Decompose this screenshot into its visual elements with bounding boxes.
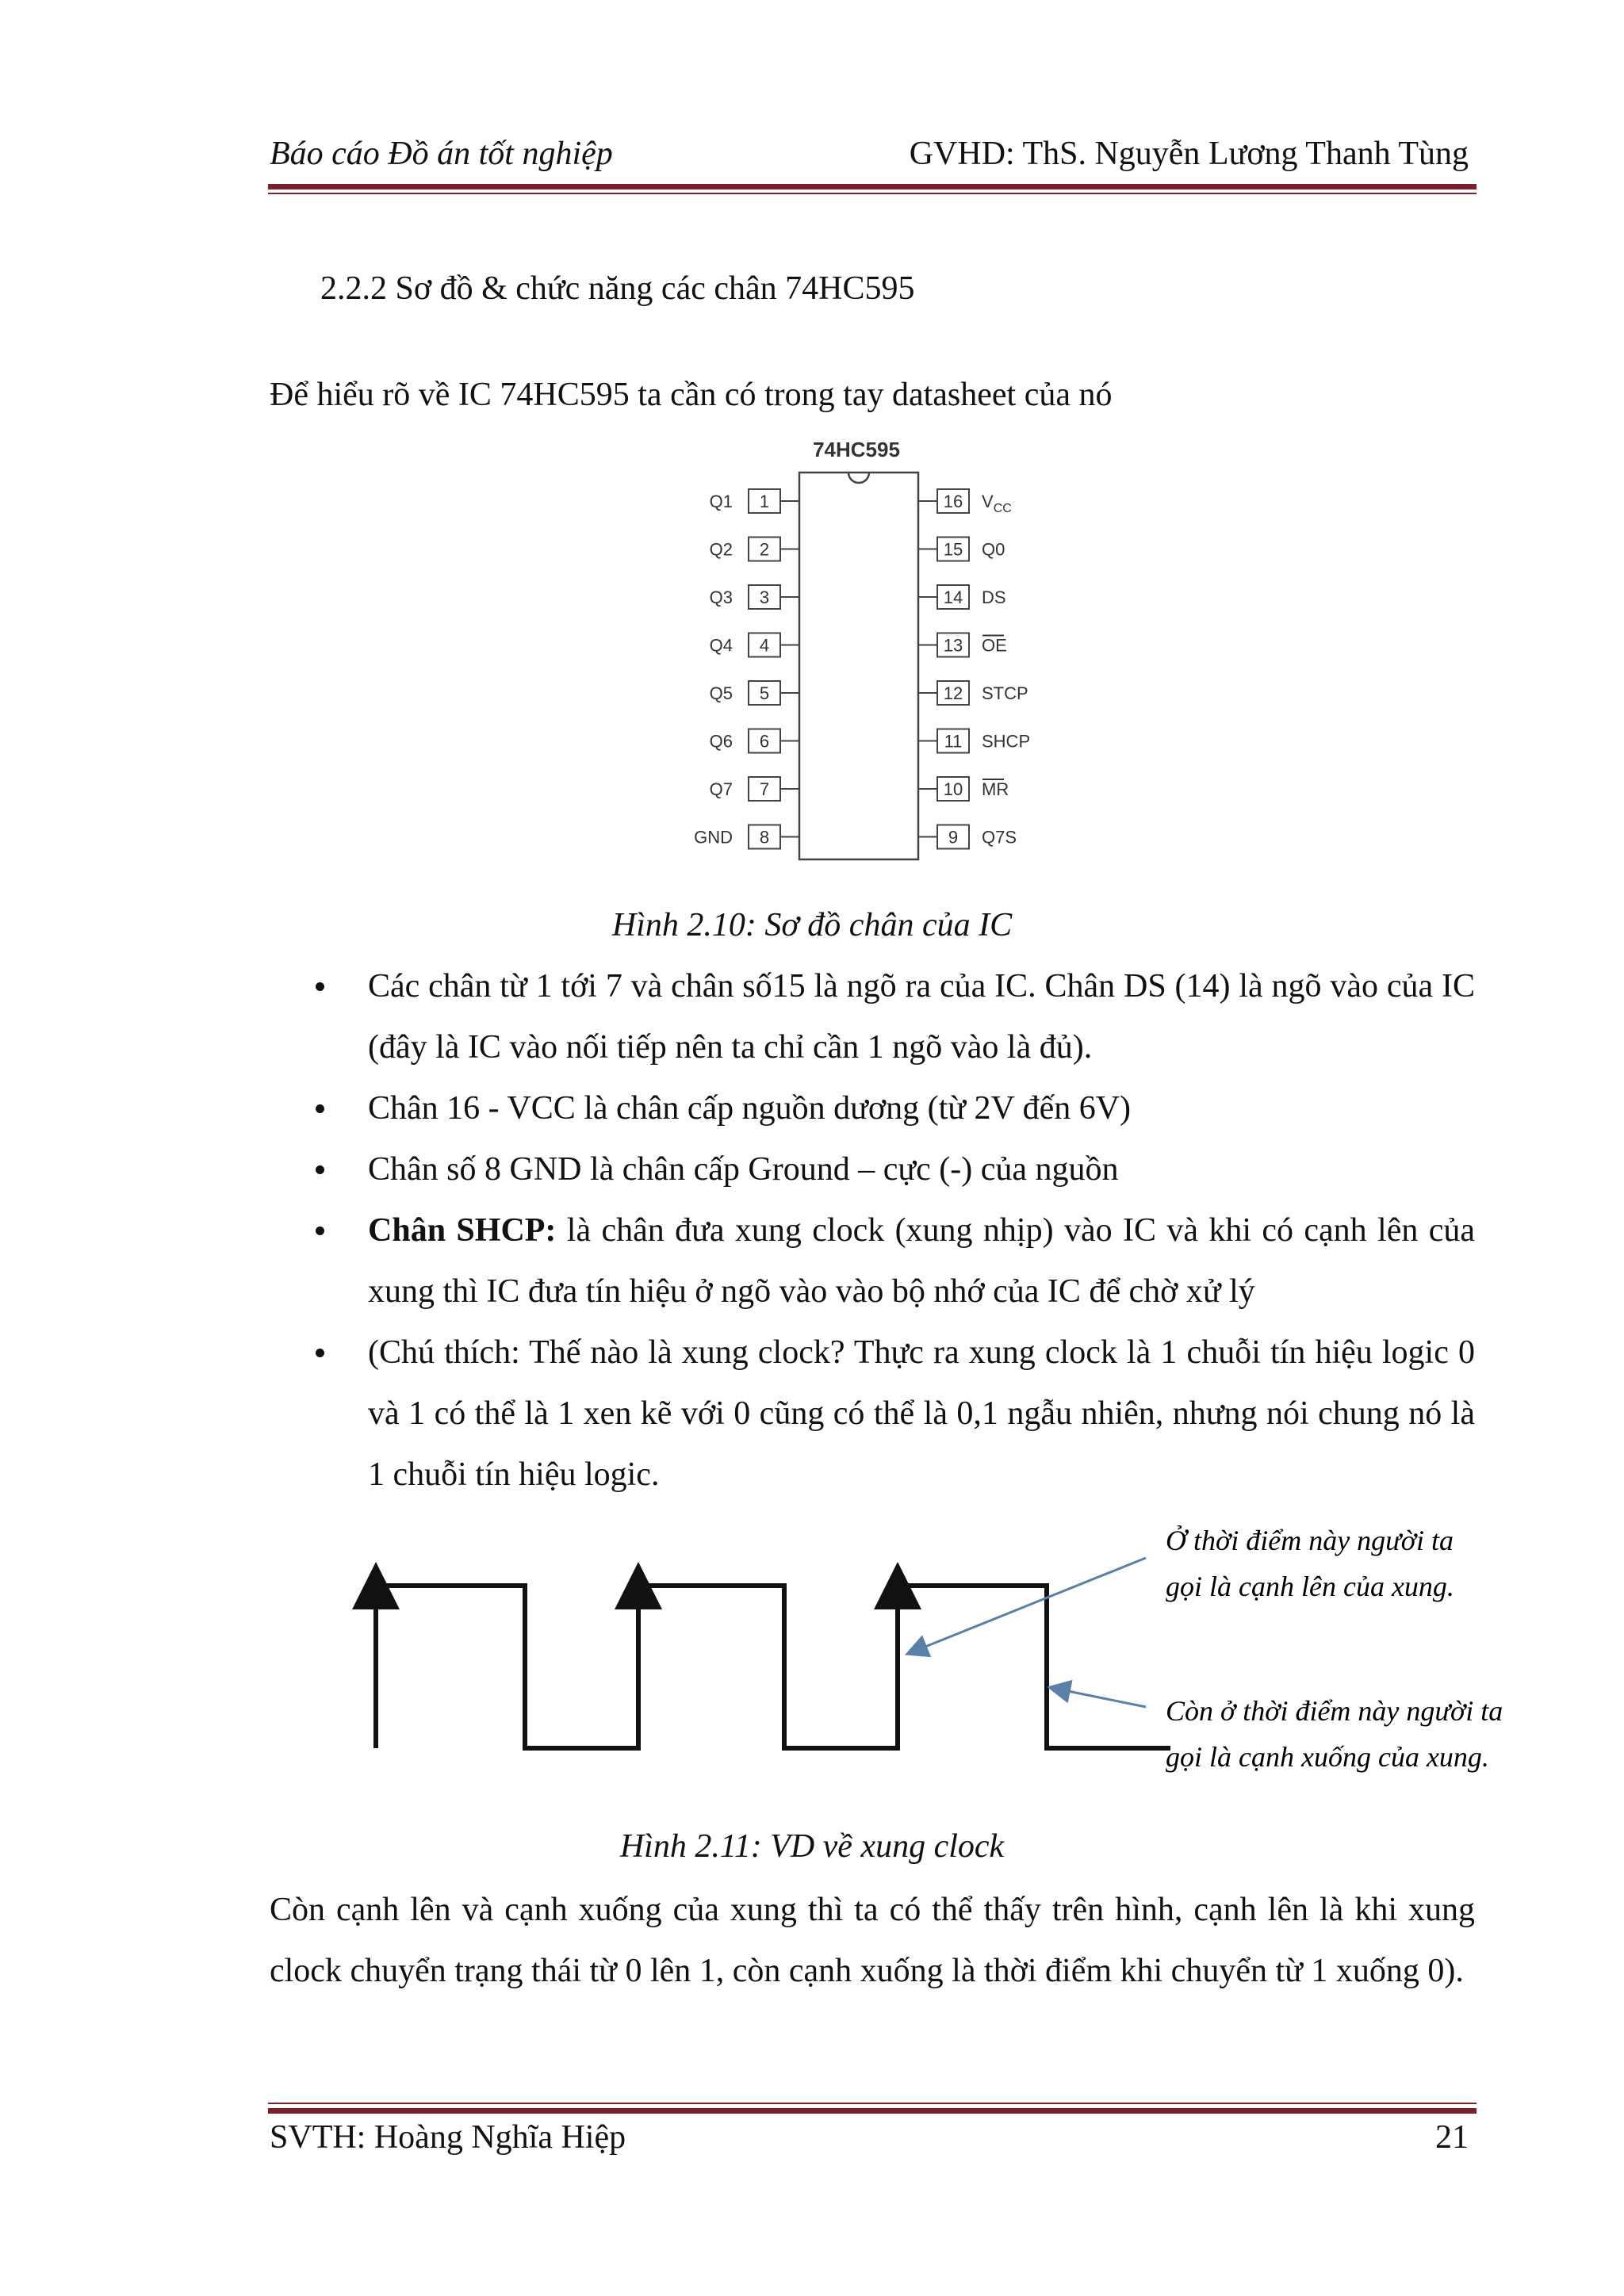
bullet-dot: [316, 1104, 324, 1113]
bullet-dot: [316, 1226, 324, 1235]
note-rising-line1: Ở thời điểm này người ta: [1166, 1525, 1454, 1556]
ic-pin-number: 5: [759, 683, 770, 703]
bullet-bold: Chân SHCP:: [368, 1212, 557, 1249]
bullet-dot: [316, 982, 324, 991]
note-falling-line2: gọi là cạnh xuống của xung.: [1166, 1741, 1489, 1773]
ic-pin-label: Q0: [982, 539, 1005, 560]
note-falling-line1: Còn ở thời điểm này người ta: [1166, 1695, 1503, 1727]
ic-pin-number: 4: [759, 635, 770, 656]
list-item: [316, 1322, 1475, 1506]
bullet-text: Chân số 8 GND là chân cấp Ground – cực (-) của nguồn: [368, 1151, 1119, 1188]
ic-pin-number: 10: [943, 779, 963, 799]
ic-title: 74HC595: [813, 438, 900, 461]
clock-waveform-diagram: [349, 1510, 1538, 1804]
rising-note-pointer: [914, 1558, 1146, 1651]
footer-rule-thin: [268, 2103, 1477, 2104]
list-item: [316, 1139, 1475, 1200]
ic-pin-label: OE: [982, 635, 1007, 656]
closing-paragraph: Còn cạnh lên và cạnh xuống của xung thì ta có thể thấy trên hình, cạnh lên là khi xung clock chuyển trạng thái từ 0 lên 1, còn cạnh xuống là thời điểm khi chuyển từ 1 xuống 0).: [270, 1892, 1475, 1989]
clock-waveform: [376, 1586, 1170, 1748]
ic-pin-label: SHCP: [982, 731, 1031, 752]
ic-pin-label: MR: [982, 779, 1009, 799]
pin-function-list: [316, 956, 1475, 1506]
section-heading: 2.2.2 Sơ đồ & chức năng các chân 74HC595: [320, 270, 915, 307]
ic-pin-label: DS: [982, 587, 1006, 607]
ic-pin-number: 7: [759, 779, 770, 799]
footer-rule-thick: [268, 2108, 1477, 2114]
ic-pin-label: Q4: [709, 635, 733, 656]
header-report-title: Báo cáo Đồ án tốt nghiệp: [270, 136, 613, 172]
bullet-text: là chân đưa xung clock (xung nhịp) vào IC và khi có cạnh lên của xung thì IC đưa tín hiệu ở ngõ vào vào bộ nhớ của IC để chờ xử lý: [368, 1212, 1475, 1310]
page-number: 21: [1435, 2119, 1469, 2156]
bullet-text: Các chân từ 1 tới 7 và chân số15 là ngõ ra của IC. Chân DS (14) là ngõ vào của IC (đây là IC vào nối tiếp nên ta chỉ cần 1 ngõ vào là đủ).: [368, 968, 1475, 1066]
ic-pin-label: Q7S: [982, 827, 1017, 848]
ic-pin-label: $V_{CC}$: [982, 492, 1012, 515]
note-rising-line2: gọi là cạnh lên của xung.: [1166, 1571, 1454, 1602]
bullet-dot: [316, 1165, 324, 1174]
ic-pin-number: 11: [944, 731, 963, 752]
ic-pin-number: 15: [943, 539, 963, 560]
intro-paragraph: Để hiểu rõ về IC 74HC595 ta cần có trong tay datasheet của nó: [270, 377, 1113, 413]
ic-pinout-diagram: [666, 428, 1110, 872]
bullet-text: Chân 16 - VCC là chân cấp nguồn dương (từ 2V đến 6V): [368, 1090, 1132, 1127]
ic-pin-number: 2: [759, 539, 770, 560]
ic-pin-label: Q7: [709, 779, 733, 799]
ic-pin-label: GND: [694, 827, 733, 848]
list-item: [316, 956, 1475, 1078]
header-rule-thin: [268, 193, 1477, 194]
ic-pin-number: 8: [759, 827, 770, 848]
ic-pin-label: Q5: [709, 683, 733, 703]
ic-pin-label: Q1: [709, 492, 733, 511]
bullet-text: (Chú thích: Thế nào là xung clock? Thực ra xung clock là 1 chuỗi tín hiệu logic 0 và 1 có thể là 1 xen kẽ với 0 cũng có thể là 0,1 ngẫu nhiên, nhưng nói chung nó là 1 chuỗi tín hiệu logic.: [368, 1334, 1475, 1493]
bullet-dot: [316, 1349, 324, 1357]
ic-pin-label: Q2: [709, 539, 733, 560]
list-item: [316, 1200, 1475, 1322]
ic-pin-number: 12: [943, 683, 963, 703]
ic-pin-number: 9: [948, 827, 959, 848]
falling-note-pointer: [1056, 1689, 1146, 1707]
ic-pin-number: 6: [759, 731, 770, 752]
ic-pin-number: 3: [759, 587, 770, 607]
ic-pin-label: Q6: [709, 731, 733, 752]
ic-pin-label: Q3: [709, 587, 733, 607]
ic-pin-number: 1: [759, 492, 770, 511]
ic-pin-number: 14: [943, 587, 963, 607]
footer-student: SVTH: Hoàng Nghĩa Hiệp: [270, 2119, 626, 2156]
ic-body: [799, 473, 918, 859]
header-rule-thick: [268, 184, 1477, 189]
figure-caption-ic: Hình 2.10: Sơ đồ chân của IC: [611, 907, 1013, 943]
header-supervisor: GVHD: ThS. Nguyễn Lương Thanh Tùng: [909, 136, 1469, 172]
ic-pin-number: 16: [943, 492, 963, 511]
figure-caption-clock: Hình 2.11: VD về xung clock: [619, 1828, 1005, 1865]
ic-pin-number: 13: [943, 635, 963, 656]
ic-pin-label: STCP: [982, 683, 1028, 703]
list-item: [316, 1078, 1475, 1139]
